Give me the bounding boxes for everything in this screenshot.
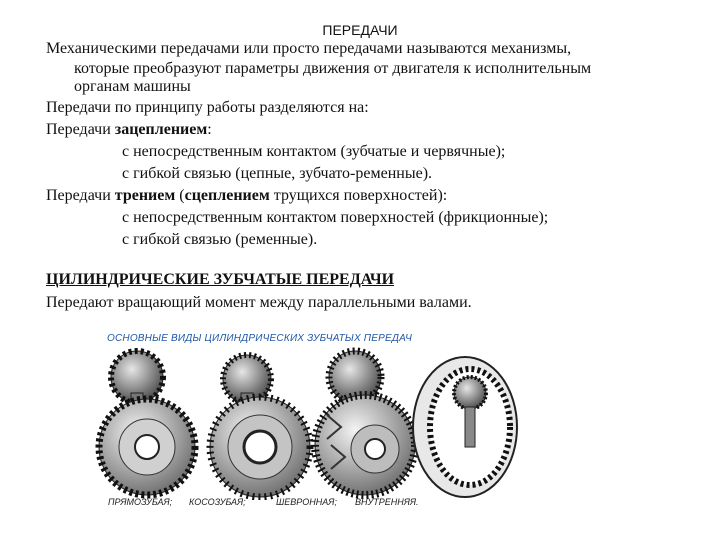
- gear-label-herringbone: ШЕВРОННАЯ;: [276, 497, 337, 507]
- gear-label-spur: ПРЯМОЗУБАЯ;: [108, 497, 173, 507]
- friction-term: трением: [114, 187, 176, 204]
- definition-line-2: которые преобразуют параметры движения от двигателя к исполнительным: [74, 60, 592, 77]
- friction-mid: (: [175, 187, 185, 204]
- friction-prefix: Передачи: [46, 187, 115, 204]
- definition-line-3: органам машины: [74, 78, 191, 95]
- friction-suffix: трущихся поверхностей):: [269, 187, 448, 204]
- section-heading: ЦИЛИНДРИЧЕСКИЕ ЗУБЧАТЫЕ ПЕРЕДАЧИ: [46, 271, 395, 288]
- internal-gear-icon: [413, 357, 517, 497]
- meshing-item-2: с гибкой связью (цепные, зубчато-ременные).: [122, 165, 433, 182]
- meshing-heading: [46, 119, 212, 141]
- meshing-term: зацеплением: [114, 121, 208, 138]
- friction-term-2: сцеплением: [184, 187, 270, 204]
- page-title: ПЕРЕДАЧИ: [322, 22, 398, 38]
- figure-caption: ОСНОВНЫЕ ВИДЫ ЦИЛИНДРИЧЕСКИХ ЗУБЧАТЫХ ПЕРЕДАЧ: [107, 333, 413, 344]
- meshing-suffix: :: [207, 121, 212, 138]
- section-text: Передают вращающий момент между параллельными валами.: [46, 294, 472, 311]
- meshing-prefix: Передачи: [46, 121, 115, 138]
- classification-intro: Передачи по принципу работы разделяются на:: [46, 99, 369, 116]
- helical-gear-icon: [210, 355, 310, 497]
- gear-label-internal: ВНУТРЕННЯЯ.: [355, 497, 419, 507]
- meshing-item-1: с непосредственным контактом (зубчатые и червячные);: [122, 143, 506, 160]
- friction-item-2: с гибкой связью (ременные).: [122, 231, 318, 248]
- friction-heading: [46, 185, 447, 207]
- spur-gear-icon: [99, 351, 195, 495]
- herringbone-gear-icon: [315, 351, 415, 495]
- gear-label-helical: КОСОЗУБАЯ;: [189, 497, 246, 507]
- friction-item-1: с непосредственным контактом поверхностей (фрикционные);: [122, 209, 549, 226]
- definition-line-1: Механическими передачами или просто передачами называются механизмы,: [46, 40, 572, 57]
- gear-types-illustration: [95, 345, 525, 500]
